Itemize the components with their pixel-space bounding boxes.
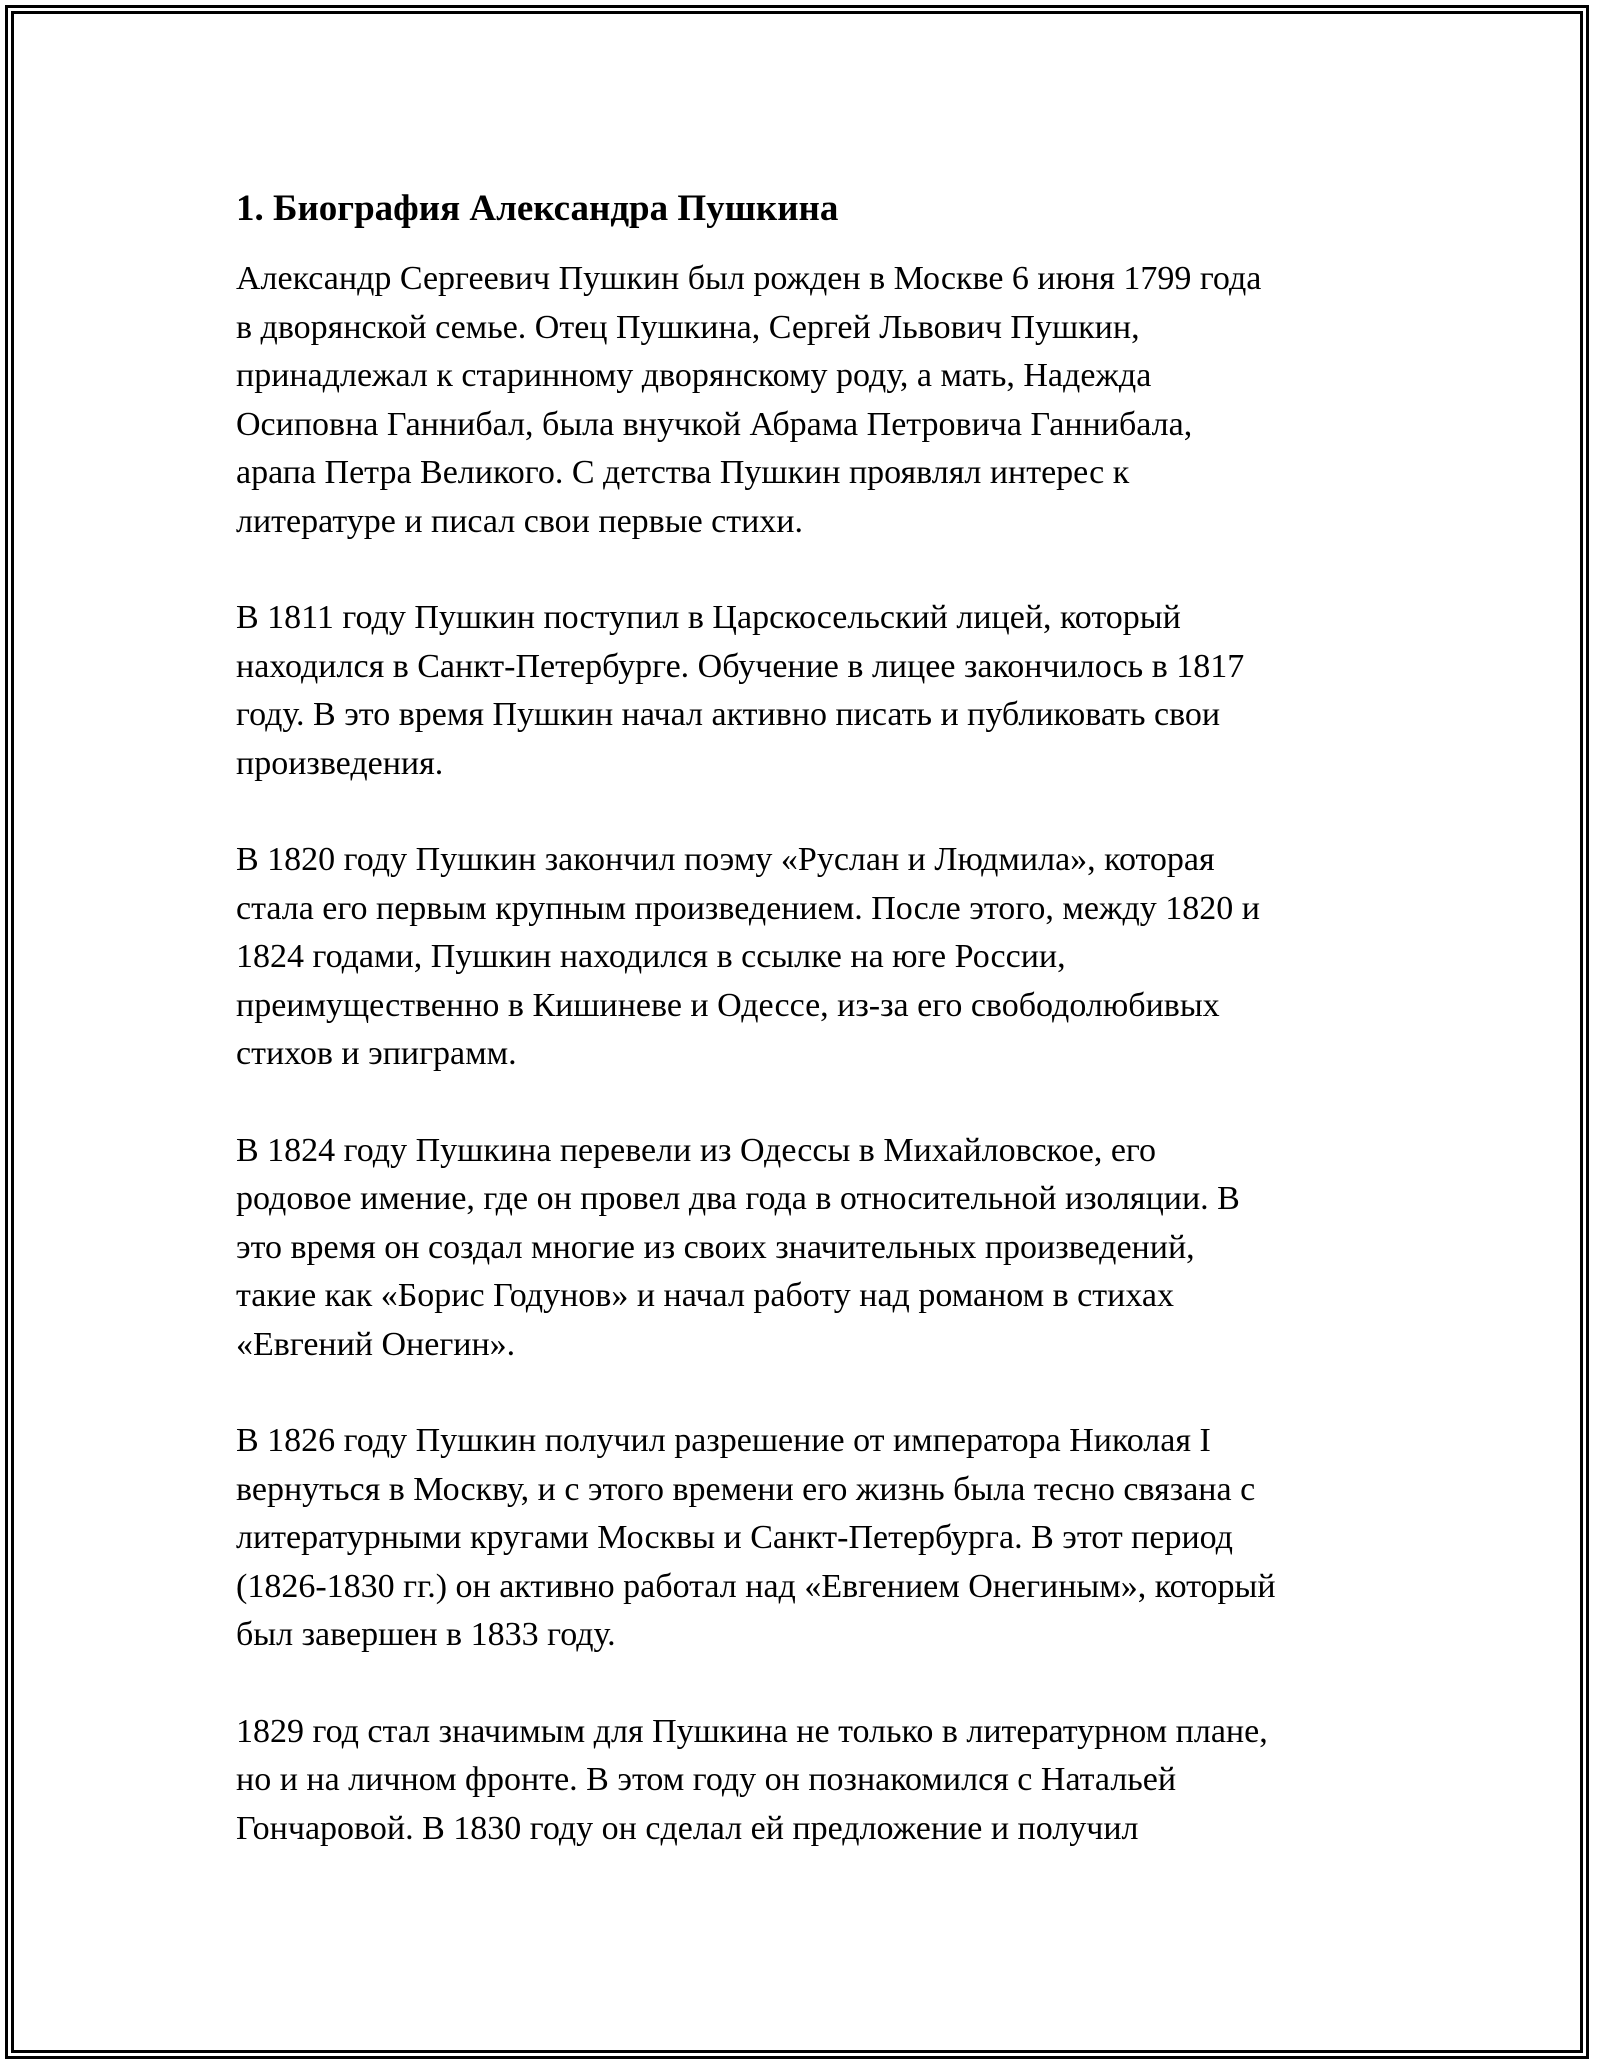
paragraph-birth: [236, 255, 1386, 546]
paragraph-line: это время он создал многие из своих значительных произведений,: [236, 1228, 1195, 1266]
paragraph-line: В 1811 году Пушкин поступил в Царскосельский лицей, который: [236, 599, 1181, 636]
paragraph-line: родовое имение, где он провел два года в относительной изоляции. В: [236, 1180, 1240, 1217]
paragraph-line: находился в Санкт-Петербурге. Обучение в лицее закончилось в 1817: [236, 647, 1245, 685]
paragraph-line: произведения.: [236, 744, 444, 782]
paragraph-line: стихов и эпиграмм.: [236, 1035, 517, 1072]
paragraph-line: В 1826 году Пушкин получил разрешение от императора Николая I: [236, 1422, 1211, 1459]
paragraph-line: 1829 год стал значимым для Пушкина не только в литературном плане,: [236, 1712, 1268, 1750]
paragraph-line: 1824 годами, Пушкин находился в ссылке на юге России,: [236, 938, 1066, 975]
paragraph-line: вернуться в Москву, и с этого времени его жизнь была тесно связана с: [236, 1470, 1256, 1508]
paragraph-line: литературе и писал свои первые стихи.: [236, 502, 803, 540]
paragraph-line: Осиповна Ганнибал, была внучкой Абрама Петровича Ганнибала,: [236, 405, 1193, 443]
paragraph-line: но и на личном фронте. В этом году он познакомился с Натальей: [236, 1761, 1177, 1798]
section-title: 1. Биография Александра Пушкина: [236, 188, 839, 229]
paragraph-line: Александр Сергеевич Пушкин был рожден в Москве 6 июня 1799 года: [236, 260, 1262, 297]
paragraph-line: такие как «Борис Годунов» и начал работу над романом в стихах: [236, 1277, 1174, 1314]
paragraph-line: году. В это время Пушкин начал активно писать и публиковать свои: [236, 696, 1221, 733]
paragraph-line: Гончаровой. В 1830 году он сделал ей предложение и получил: [236, 1809, 1139, 1847]
paragraph-1829: [236, 1708, 1386, 1854]
paragraph-return-moscow: [236, 1417, 1386, 1660]
paragraph-line: в дворянской семье. Отец Пушкина, Сергей Львович Пушкин,: [236, 308, 1140, 346]
paragraph-line: В 1824 году Пушкина перевели из Одессы в Михайловское, его: [236, 1131, 1157, 1169]
paragraph-line: «Евгений Онегин».: [236, 1325, 516, 1363]
paragraph-line: В 1820 году Пушкин закончил поэму «Руслан и Людмила», которая: [236, 841, 1215, 878]
document-body: [236, 185, 1386, 1901]
paragraph-exile: [236, 836, 1386, 1079]
paragraph-line: арапа Петра Великого. С детства Пушкин проявлял интерес к: [236, 454, 1130, 491]
paragraph-line: литературными кругами Москвы и Санкт-Петербурга. В этот период: [236, 1519, 1233, 1556]
paragraph-line: был завершен в 1833 году.: [236, 1616, 616, 1653]
paragraph-lyceum: [236, 594, 1386, 788]
paragraph-line: принадлежал к старинному дворянскому роду, а мать, Надежда: [236, 357, 1152, 394]
paragraph-line: стала его первым крупным произведением. После этого, между 1820 и: [236, 889, 1260, 927]
paragraph-line: (1826-1830 гг.) он активно работал над «Евгением Онегиным», который: [236, 1567, 1276, 1605]
paragraph-line: преимущественно в Кишиневе и Одессе, из-за его свободолюбивых: [236, 986, 1220, 1024]
paragraph-mikhailovskoye: [236, 1127, 1386, 1370]
